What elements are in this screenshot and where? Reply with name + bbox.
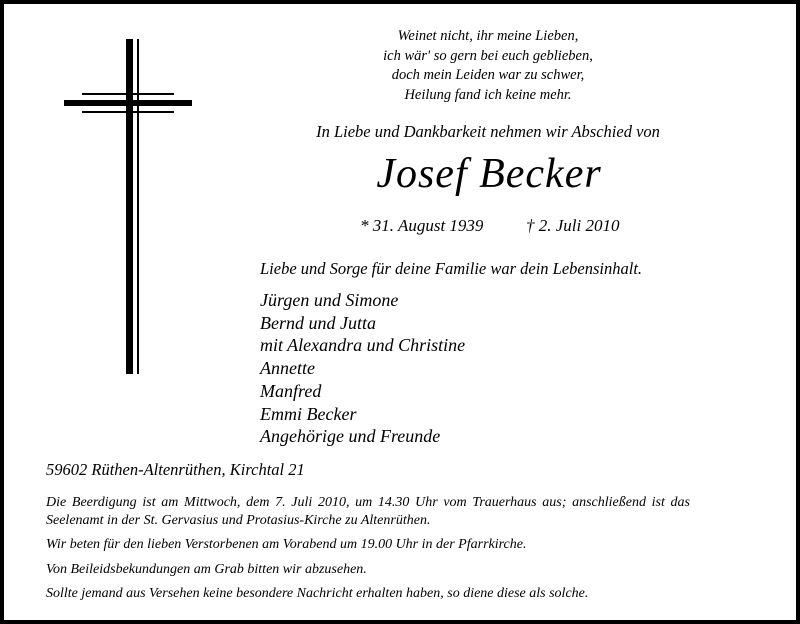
- note: Sollte jemand aus Versehen keine besondere Nachricht erhalten haben, so diene diese als solche.: [46, 586, 589, 601]
- tagline: Liebe und Sorge für deine Familie war dein Lebensinhalt.: [260, 259, 643, 278]
- death-date: † 2. Juli 2010: [526, 216, 620, 235]
- mourner: Angehörige und Freunde: [260, 426, 441, 447]
- note: Wir beten für den lieben Verstorbenen am Vorabend um 19.00 Uhr in der Pfarrkirche.: [46, 537, 527, 552]
- poem-line: ich wär' so gern bei euch geblieben,: [383, 47, 593, 64]
- cross-icon: [4, 4, 204, 384]
- mourner: Manfred: [260, 380, 322, 401]
- birth-date: * 31. August 1939: [360, 216, 484, 235]
- mourner: Bernd und Jutta: [260, 312, 376, 333]
- address: 59602 Rüthen-Altenrüthen, Kirchtal 21: [46, 460, 305, 479]
- mourner: Annette: [260, 358, 315, 379]
- poem-line: doch mein Leiden war zu schwer,: [391, 67, 585, 83]
- mourner: mit Alexandra und Christine: [260, 335, 466, 356]
- poem: [288, 27, 688, 105]
- intro-text: In Liebe und Dankbarkeit nehmen wir Abschied von: [316, 122, 660, 141]
- mourner: Emmi Becker: [260, 403, 357, 424]
- funeral-note: Die Beerdigung ist am Mittwoch, dem 7. Juli 2010, um 14.30 Uhr vom Trauerhaus aus; anschließend ist das Seelenamt in der St. Gervasius und Protasius-Kirche zu Altenrüthen.: [46, 495, 690, 528]
- notes: [46, 494, 690, 603]
- deceased-name: Josef Becker: [376, 151, 602, 197]
- note: Von Beileidsbekundungen am Grab bitten wir abzusehen.: [46, 561, 367, 577]
- poem-line: Heilung fand ich keine mehr.: [404, 86, 572, 103]
- mourners-list: [260, 289, 465, 448]
- poem-line: Weinet nicht, ihr meine Lieben,: [397, 28, 579, 44]
- mourner: Jürgen und Simone: [260, 290, 399, 310]
